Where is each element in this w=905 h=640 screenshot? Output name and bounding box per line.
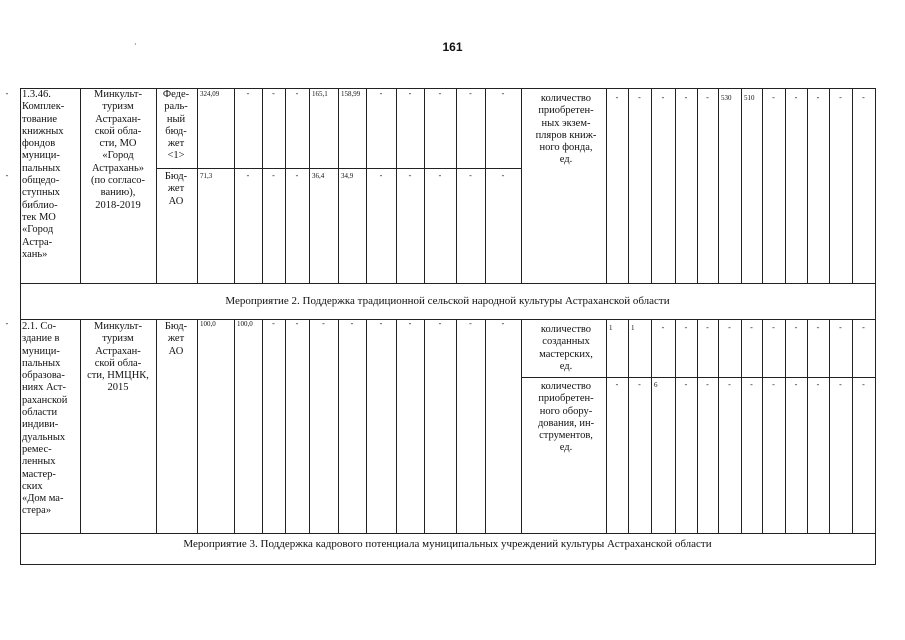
grid-line [521, 377, 876, 378]
grid-line [829, 319, 830, 533]
row1-federal-cell: 324,09 [200, 90, 220, 98]
row1-indicator-value-cell: - [706, 93, 709, 102]
grid-line [424, 171, 425, 283]
grid-line [456, 319, 457, 533]
row2-equipment-value-cell: - [839, 380, 842, 389]
page-number: 161 [442, 40, 463, 54]
row2-equipment-value-cell: - [862, 380, 865, 389]
row2-equipment-value-cell: - [638, 380, 641, 389]
grid-line [651, 88, 652, 283]
row2-equipment-value-cell: - [684, 380, 688, 389]
row1-federal-cell: - [295, 89, 299, 98]
row1-regional-cell: - [272, 171, 275, 180]
grid-line [521, 171, 522, 283]
row2-equipment-value-cell: - [615, 380, 619, 389]
row1-executor: Минкульт- туризм Астрахан- ской обла- сти, МО «Город Астрахань» (по согласо- ванию), 2018-2019 [91, 89, 145, 211]
grid-line [485, 171, 486, 283]
grid-line [741, 88, 742, 283]
row2-financing-cell: - [501, 319, 505, 328]
grid-line [852, 88, 853, 283]
grid-line [875, 88, 876, 283]
grid-line [424, 319, 425, 533]
row2-financing-cell: 100,0 [237, 320, 253, 328]
grid-line [606, 319, 607, 533]
row1-regional-cell: - [295, 171, 299, 180]
grid-line [156, 319, 157, 533]
row1-federal-cell: 165,1 [312, 90, 328, 98]
grid-line [234, 319, 235, 533]
grid-line [456, 171, 457, 283]
row2-financing-cell: - [272, 319, 275, 328]
row2-financing-cell: - [5, 319, 9, 328]
grid-line [697, 319, 698, 533]
row1-regional-cell: - [5, 171, 9, 180]
grid-line [762, 319, 763, 533]
row1-federal-cell: - [379, 89, 383, 98]
row1-federal-cell: - [438, 89, 442, 98]
grid-line [20, 319, 876, 320]
row2-financing-cell: - [322, 319, 325, 328]
row2-workshops-value-cell: - [706, 323, 709, 332]
row1-indicator-value-cell: - [839, 93, 842, 102]
row2-financing-cell: - [408, 319, 412, 328]
row1-regional-cell: - [469, 171, 472, 180]
grid-line [697, 88, 698, 283]
grid-line [262, 171, 263, 283]
grid-line [20, 88, 21, 565]
row2-code: 2.1. Со- здание в муници- пальных образова- ниях Аст- раханской области индиви- дуальных ремес- ленных мастер- ских «Дом ма- стера» [22, 321, 68, 517]
grid-line [309, 171, 310, 283]
grid-line [396, 319, 397, 533]
grid-line [20, 283, 876, 284]
grid-line [338, 171, 339, 283]
row1-indicator-value-cell: - [638, 93, 641, 102]
grid-line [285, 319, 286, 533]
row2-workshops-value-cell: - [661, 323, 665, 332]
grid-line [156, 88, 157, 283]
grid-line [80, 319, 81, 533]
row1-federal-cell: - [5, 89, 9, 98]
grid-line [785, 88, 786, 283]
row1-regional-cell: 71,3 [200, 172, 213, 180]
row1-regional-cell: - [246, 171, 250, 180]
grid-line [262, 319, 263, 533]
row1-regional-cell: 34,9 [341, 172, 354, 180]
measure-3-heading: Мероприятие 3. Поддержка кадрового потенциала муниципальных учреждений культуры Астраханской области [183, 538, 712, 550]
row2-workshops-value-cell: - [839, 323, 842, 332]
row2-workshops-value-cell: - [816, 323, 820, 332]
row2-indicator-workshops: количество созданных мастерских, ед. [539, 324, 593, 372]
grid-line [197, 319, 198, 533]
row1-federal-cell: - [408, 89, 412, 98]
row2-equipment-value-cell: - [794, 380, 798, 389]
grid-line [718, 88, 719, 283]
row1-regional-cell: - [408, 171, 412, 180]
grid-line [741, 319, 742, 533]
row2-workshops-value-cell: - [862, 323, 865, 332]
row1-federal-cell: - [246, 89, 250, 98]
row1-regional-cell: - [379, 171, 383, 180]
row2-equipment-value-cell: - [750, 380, 753, 389]
grid-line [829, 88, 830, 283]
row2-equipment-value-cell: - [772, 380, 775, 389]
grid-line [80, 88, 81, 283]
scan-dot: · [134, 40, 137, 49]
grid-line [606, 88, 607, 283]
row1-source-regional: Бюд- жет АО [164, 171, 188, 207]
grid-line [807, 319, 808, 533]
measure-2-heading: Мероприятие 2. Поддержка традиционной сельской народной культуры Астраханской области [225, 295, 670, 307]
row1-federal-cell: - [501, 89, 505, 98]
row2-workshops-value-cell: 1 [609, 324, 613, 332]
grid-line [521, 319, 522, 533]
row1-indicator-value-cell: - [661, 93, 665, 102]
row2-equipment-value-cell: 6 [654, 381, 658, 389]
grid-line [309, 319, 310, 533]
row2-source: Бюд- жет АО [164, 321, 188, 357]
row1-regional-cell: 36,4 [312, 172, 325, 180]
grid-line [234, 171, 235, 283]
grid-line [762, 88, 763, 283]
row2-executor: Минкульт- туризм Астрахан- ской обла- сти, НМЦНК, 2015 [87, 321, 149, 394]
grid-line [718, 319, 719, 533]
grid-line [875, 319, 876, 533]
row1-indicator-value-cell: - [684, 93, 688, 102]
row2-financing-cell: 100,0 [200, 320, 216, 328]
grid-line [785, 319, 786, 533]
row1-indicator: количество приобретен- ных экзем- пляров книж- ного фонда, ед. [535, 93, 597, 166]
row2-workshops-value-cell: - [772, 323, 775, 332]
grid-line [156, 168, 521, 169]
row1-code: 1.3.46. Комплек- тование книжных фондов муници- пальных общедо- ступных библио- тек МО «Город Астра- хань» [22, 89, 65, 260]
grid-line [852, 319, 853, 533]
row2-workshops-value-cell: 1 [631, 324, 635, 332]
grid-line [197, 171, 198, 283]
row1-indicator-value-cell: 510 [744, 94, 755, 102]
row2-indicator-equipment: количество приобретен- ного обору- дования, ин- струментов, ед. [537, 381, 595, 454]
row2-financing-cell: - [295, 319, 299, 328]
row1-federal-cell: 158,99 [341, 90, 361, 98]
row1-federal-cell: - [469, 89, 472, 98]
row2-equipment-value-cell: - [728, 380, 731, 389]
row1-federal-cell: - [272, 89, 275, 98]
grid-line [20, 88, 876, 89]
row2-financing-cell: - [438, 319, 442, 328]
row1-regional-cell: - [501, 171, 505, 180]
row2-equipment-value-cell: - [706, 380, 709, 389]
row1-indicator-value-cell: - [794, 93, 798, 102]
grid-line [628, 319, 629, 533]
row1-indicator-value-cell: - [862, 93, 865, 102]
row2-equipment-value-cell: - [816, 380, 820, 389]
row2-financing-cell: - [469, 319, 472, 328]
grid-line [366, 319, 367, 533]
row2-workshops-value-cell: - [684, 323, 688, 332]
grid-line [285, 171, 286, 283]
row1-regional-cell: - [438, 171, 442, 180]
grid-line [651, 319, 652, 533]
row2-workshops-value-cell: - [794, 323, 798, 332]
row1-source-federal: Феде- раль- ный бюд- жет <1> [162, 89, 190, 162]
row1-indicator-value-cell: - [816, 93, 820, 102]
grid-line [675, 319, 676, 533]
row1-indicator-value-cell: - [615, 93, 619, 102]
row2-financing-cell: - [350, 319, 354, 328]
row1-indicator-value-cell: 530 [721, 94, 732, 102]
row2-financing-cell: - [379, 319, 383, 328]
grid-line [20, 533, 876, 534]
grid-line [338, 319, 339, 533]
row1-indicator-value-cell: - [772, 93, 775, 102]
row2-workshops-value-cell: - [750, 323, 753, 332]
grid-line [366, 171, 367, 283]
row2-workshops-value-cell: - [728, 323, 731, 332]
grid-line [675, 88, 676, 283]
grid-line [396, 171, 397, 283]
grid-line [20, 564, 876, 565]
grid-line [485, 319, 486, 533]
grid-line [628, 88, 629, 283]
grid-line [807, 88, 808, 283]
